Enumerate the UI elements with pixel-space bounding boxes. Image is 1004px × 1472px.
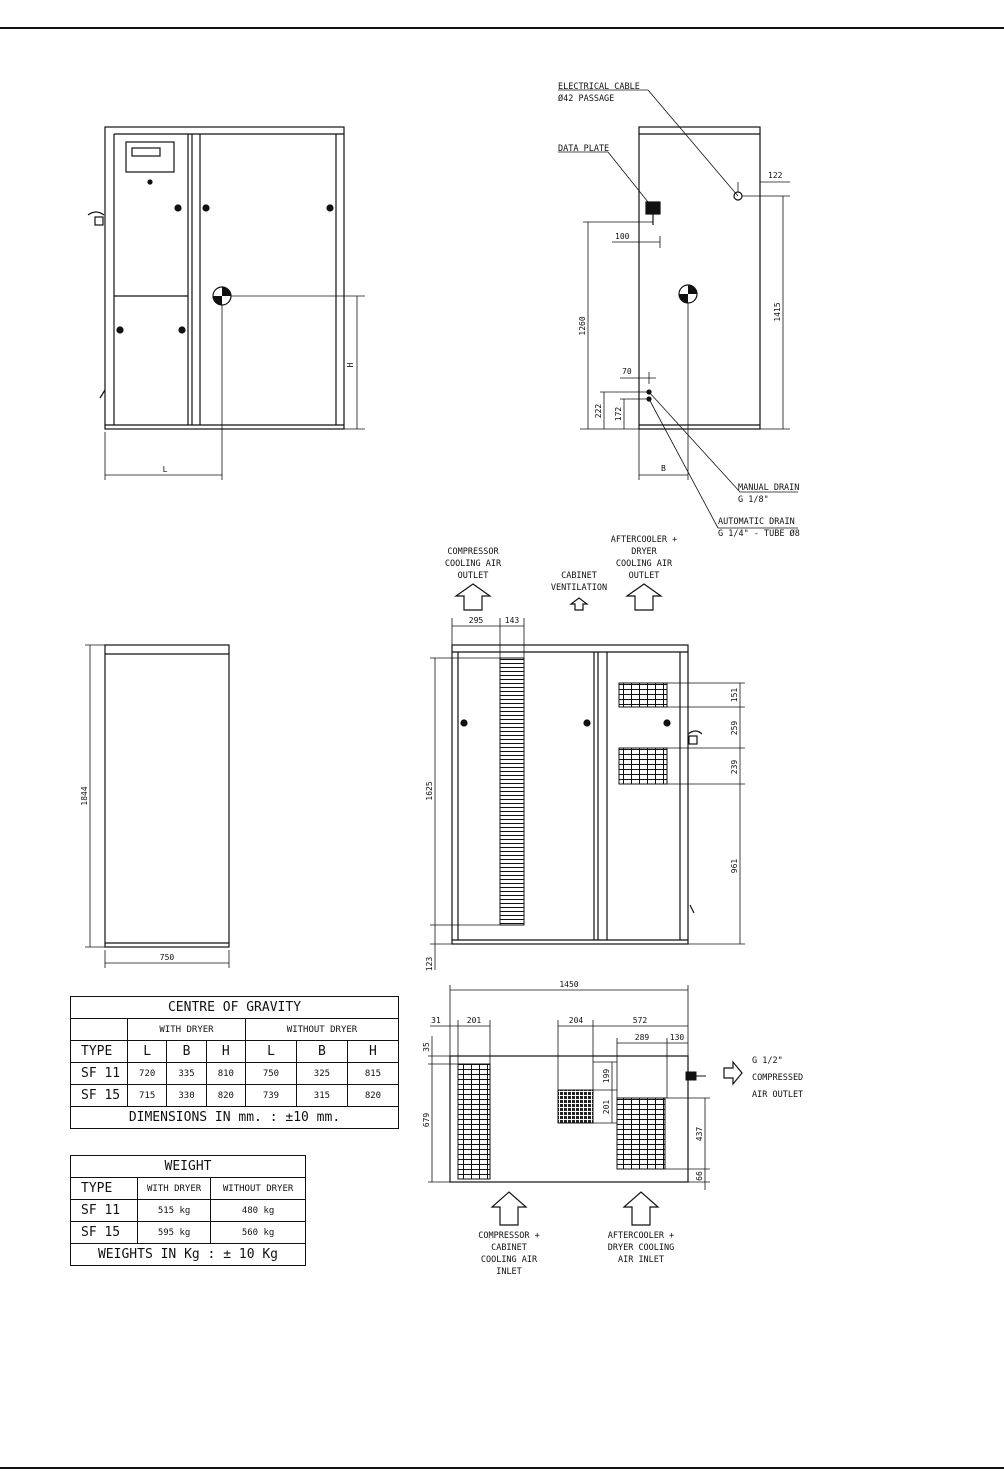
top-grille-left xyxy=(458,1064,490,1179)
table-row xyxy=(71,1222,306,1244)
compressor-outlet-arrow-icon xyxy=(456,584,490,610)
side-leaders xyxy=(558,90,798,528)
dim-1450: 1450 xyxy=(559,980,579,989)
cabinet-ventilation-arrow-icon xyxy=(571,598,587,610)
cog-header-H: H xyxy=(206,1041,245,1063)
top-grille-center xyxy=(558,1090,593,1123)
cog-cell: 715 xyxy=(128,1085,167,1107)
cog-header-type: TYPE xyxy=(71,1041,128,1063)
compressor-inlet-label-3: COOLING AIR xyxy=(480,1255,538,1265)
cog-empty-cell xyxy=(71,1019,128,1041)
cog-cell: 335 xyxy=(167,1063,206,1085)
airflow-outlet-labels xyxy=(445,535,677,593)
rear-louver-lower xyxy=(619,748,667,784)
cog-without-dryer-header: WITHOUT DRYER xyxy=(246,1019,399,1041)
dim-70: 70 xyxy=(622,367,632,376)
dim-437: 437 xyxy=(695,1126,704,1142)
aftercooler-outlet-label-3: COOLING AIR xyxy=(615,559,673,569)
cog-header-L2: L xyxy=(246,1041,297,1063)
aftercooler-inlet-arrow-icon xyxy=(624,1192,658,1225)
dim-572: 572 xyxy=(632,1016,648,1025)
centre-of-gravity-table xyxy=(70,996,399,1129)
compressed-air-fitting xyxy=(686,1072,706,1080)
dim-1844: 1844 xyxy=(80,786,89,806)
dim-289: 289 xyxy=(634,1033,650,1042)
weight-table-title: WEIGHT xyxy=(71,1156,306,1178)
dim-679: 679 xyxy=(422,1112,431,1128)
aftercooler-inlet-label-3: AIR INLET xyxy=(617,1255,665,1265)
compressor-inlet-label: COMPRESSOR + xyxy=(478,1231,540,1241)
cog-cell: SF 15 xyxy=(71,1085,128,1107)
dim-1415: 1415 xyxy=(773,302,782,322)
compressor-inlet-arrow-icon xyxy=(492,1192,526,1225)
aftercooler-outlet-label-2: DRYER xyxy=(631,547,657,557)
dim-31: 31 xyxy=(431,1016,441,1025)
dim-750: 750 xyxy=(159,953,175,962)
manual-drain-label: MANUAL DRAIN xyxy=(738,483,800,493)
cog-header-B2: B xyxy=(296,1041,347,1063)
weight-cell: 480 kg xyxy=(211,1200,306,1222)
weight-header-type: TYPE xyxy=(71,1178,138,1200)
rear-louver-upper xyxy=(619,683,667,707)
electrical-cable-label-2: Ø42 PASSAGE xyxy=(558,94,615,104)
cog-header-L: L xyxy=(128,1041,167,1063)
aftercooler-inlet-label-2: DRYER COOLING xyxy=(607,1243,675,1253)
automatic-drain-label: AUTOMATIC DRAIN xyxy=(718,517,795,527)
aftercooler-outlet-label-4: OUTLET xyxy=(628,571,660,581)
dim-122: 122 xyxy=(768,171,783,180)
dim-172: 172 xyxy=(614,406,623,422)
weight-cell: SF 11 xyxy=(71,1200,138,1222)
cog-cell: 820 xyxy=(347,1085,398,1107)
weight-cell: 560 kg xyxy=(211,1222,306,1244)
cog-cell: 325 xyxy=(296,1063,347,1085)
dim-204: 204 xyxy=(568,1016,584,1025)
cog-table-footer: DIMENSIONS IN mm. : ±10 mm. xyxy=(71,1107,399,1129)
compressor-inlet-label-4: INLET xyxy=(496,1267,522,1277)
aftercooler-outlet-label: AFTERCOOLER + xyxy=(610,535,678,545)
compressed-air-label: G 1/2" xyxy=(752,1056,783,1066)
dim-199: 199 xyxy=(602,1068,611,1084)
table-row xyxy=(71,1200,306,1222)
left-side-view xyxy=(105,645,229,947)
dim-35: 35 xyxy=(422,1042,431,1052)
weight-cell: 595 kg xyxy=(138,1222,211,1244)
cog-header-H2: H xyxy=(347,1041,398,1063)
cog-cell: 810 xyxy=(206,1063,245,1085)
dim-66: 66 xyxy=(695,1171,704,1181)
table-row xyxy=(71,1085,399,1107)
dim-H: H xyxy=(346,362,355,368)
dim-222: 222 xyxy=(594,403,603,419)
dim-B: B xyxy=(661,464,666,473)
compressed-air-label-2: COMPRESSED xyxy=(752,1073,804,1083)
dim-201-top: 201 xyxy=(466,1016,482,1025)
compressor-inlet-label-2: CABINET xyxy=(491,1243,527,1253)
cog-cell: 739 xyxy=(246,1085,297,1107)
cog-with-dryer-header: WITH DRYER xyxy=(128,1019,246,1041)
weight-cell: SF 15 xyxy=(71,1222,138,1244)
manual-drain-label-2: G 1/8" xyxy=(738,495,769,505)
dim-151: 151 xyxy=(730,687,739,703)
cog-header-B: B xyxy=(167,1041,206,1063)
dim-295: 295 xyxy=(468,616,484,625)
aftercooler-inlet-label: AFTERCOOLER + xyxy=(607,1231,675,1241)
data-plate-label: DATA PLATE xyxy=(558,144,610,154)
compressed-air-label-3: AIR OUTLET xyxy=(752,1090,804,1100)
inlet-arrow-icons xyxy=(492,1192,658,1225)
cabinet-ventilation-label: CABINET xyxy=(561,571,597,581)
left-side-dimensions xyxy=(85,645,229,968)
weight-header-without-dryer: WITHOUT DRYER xyxy=(211,1178,306,1200)
top-grille-right xyxy=(617,1098,665,1169)
dim-239: 239 xyxy=(730,759,739,775)
rear-dimensions xyxy=(430,618,745,970)
compressor-outlet-label: COMPRESSOR xyxy=(447,547,499,557)
cog-cell: 330 xyxy=(167,1085,206,1107)
dim-961: 961 xyxy=(730,858,739,874)
aftercooler-outlet-arrow-icon xyxy=(627,584,661,610)
front-view xyxy=(88,127,344,429)
compressed-air-arrow-icon xyxy=(724,1062,742,1084)
weight-table-footer: WEIGHTS IN Kg : ± 10 Kg xyxy=(71,1244,306,1266)
table-row xyxy=(71,1063,399,1085)
automatic-drain-label-2: G 1/4" - TUBE Ø8 xyxy=(718,529,800,539)
front-cog-symbol xyxy=(213,287,231,305)
cog-cell: 720 xyxy=(128,1063,167,1085)
cog-cell: 315 xyxy=(296,1085,347,1107)
dim-259: 259 xyxy=(730,720,739,736)
front-dimensions xyxy=(105,296,365,480)
weight-cell: 515 kg xyxy=(138,1200,211,1222)
side-cog-symbol xyxy=(679,285,697,303)
rear-louver-tall xyxy=(500,658,524,925)
cog-cell: SF 11 xyxy=(71,1063,128,1085)
side-view xyxy=(639,127,760,429)
dim-201-side: 201 xyxy=(602,1099,611,1115)
electrical-cable-label: ELECTRICAL CABLE xyxy=(558,82,640,92)
dim-143: 143 xyxy=(504,616,520,625)
cog-cell: 820 xyxy=(206,1085,245,1107)
compressor-outlet-label-3: OUTLET xyxy=(457,571,489,581)
dim-100: 100 xyxy=(615,232,630,241)
weight-header-with-dryer: WITH DRYER xyxy=(138,1178,211,1200)
weight-table xyxy=(70,1155,306,1266)
dim-130: 130 xyxy=(669,1033,685,1042)
compressor-outlet-label-2: COOLING AIR xyxy=(444,559,502,569)
cog-table-title: CENTRE OF GRAVITY xyxy=(71,997,399,1019)
dim-123: 123 xyxy=(425,956,434,972)
cog-cell: 815 xyxy=(347,1063,398,1085)
dim-1260: 1260 xyxy=(578,316,587,336)
dim-1625: 1625 xyxy=(425,781,434,801)
cog-cell: 750 xyxy=(246,1063,297,1085)
cabinet-ventilation-label-2: VENTILATION xyxy=(550,583,608,593)
dim-L: L xyxy=(162,465,168,474)
